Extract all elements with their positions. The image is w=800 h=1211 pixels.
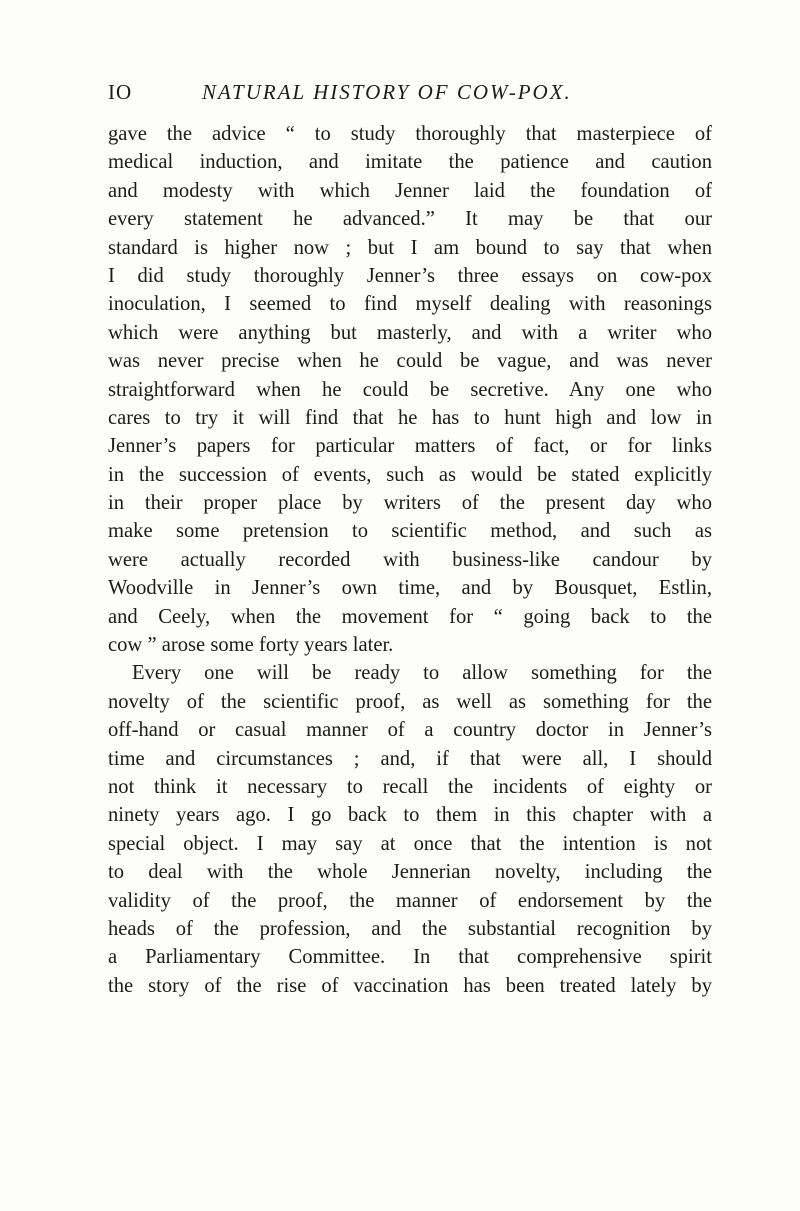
- text-line: straightforward when he could be secretive. Any one who: [108, 378, 712, 401]
- paragraph-end-line: cow ” arose some forty years later.: [108, 634, 394, 657]
- text-line: ninety years ago. I go back to them in this chapter with a: [108, 804, 712, 827]
- text-line: make some pretension to scientific method, and such as: [108, 520, 712, 543]
- page-number: IO: [108, 80, 133, 104]
- text-line: was never precise when he could be vague, and was never: [108, 350, 712, 373]
- text-line: medical induction, and imitate the patience and caution: [108, 151, 712, 174]
- text-line: were actually recorded with business-like candour by: [108, 548, 712, 571]
- text-line: off-hand or casual manner of a country doctor in Jenner’s: [108, 719, 712, 742]
- text-line: special object. I may say at once that the intention is not: [108, 832, 712, 855]
- text-line: and Ceely, when the movement for “ going back to the: [108, 605, 712, 628]
- text-line: Woodville in Jenner’s own time, and by Bousquet, Estlin,: [108, 577, 712, 600]
- text-line: in their proper place by writers of the present day who: [108, 492, 712, 515]
- text-line: to deal with the whole Jennerian novelty, including the: [108, 861, 712, 884]
- text-line: validity of the proof, the manner of endorsement by the: [108, 889, 712, 912]
- text-line: standard is higher now ; but I am bound to say that when: [108, 236, 712, 259]
- text-line: the story of the rise of vaccination has been treated lately by: [108, 974, 712, 997]
- text-line: and modesty with which Jenner laid the foundation of: [108, 179, 712, 202]
- text-line: novelty of the scientific proof, as well as something for the: [108, 690, 712, 713]
- text-line: not think it necessary to recall the incidents of eighty or: [108, 775, 712, 798]
- text-line: I did study thoroughly Jenner’s three essays on cow-pox: [108, 264, 712, 287]
- text-line: every statement he advanced.” It may be that our: [108, 208, 712, 231]
- text-line: cares to try it will find that he has to hunt high and low in: [108, 406, 712, 429]
- running-title: NATURAL HISTORY OF COW-POX.: [202, 80, 572, 104]
- text-line: inoculation, I seemed to find myself dealing with reasonings: [108, 293, 712, 316]
- text-line: in the succession of events, such as would be stated explicitly: [108, 463, 712, 486]
- body-text: [108, 120, 712, 1000]
- text-line: time and circumstances ; and, if that were all, I should: [108, 747, 712, 770]
- text-line: heads of the profession, and the substantial recognition by: [108, 917, 712, 940]
- text-line: which were anything but masterly, and with a writer who: [108, 321, 712, 344]
- text-line: a Parliamentary Committee. In that comprehensive spirit: [108, 946, 712, 969]
- text-line: Jenner’s papers for particular matters of fact, or for links: [108, 435, 712, 458]
- running-head: [108, 80, 726, 110]
- paragraph-start-line: Every one will be ready to allow something for the: [132, 662, 712, 685]
- text-line: gave the advice “ to study thoroughly that masterpiece of: [108, 123, 712, 145]
